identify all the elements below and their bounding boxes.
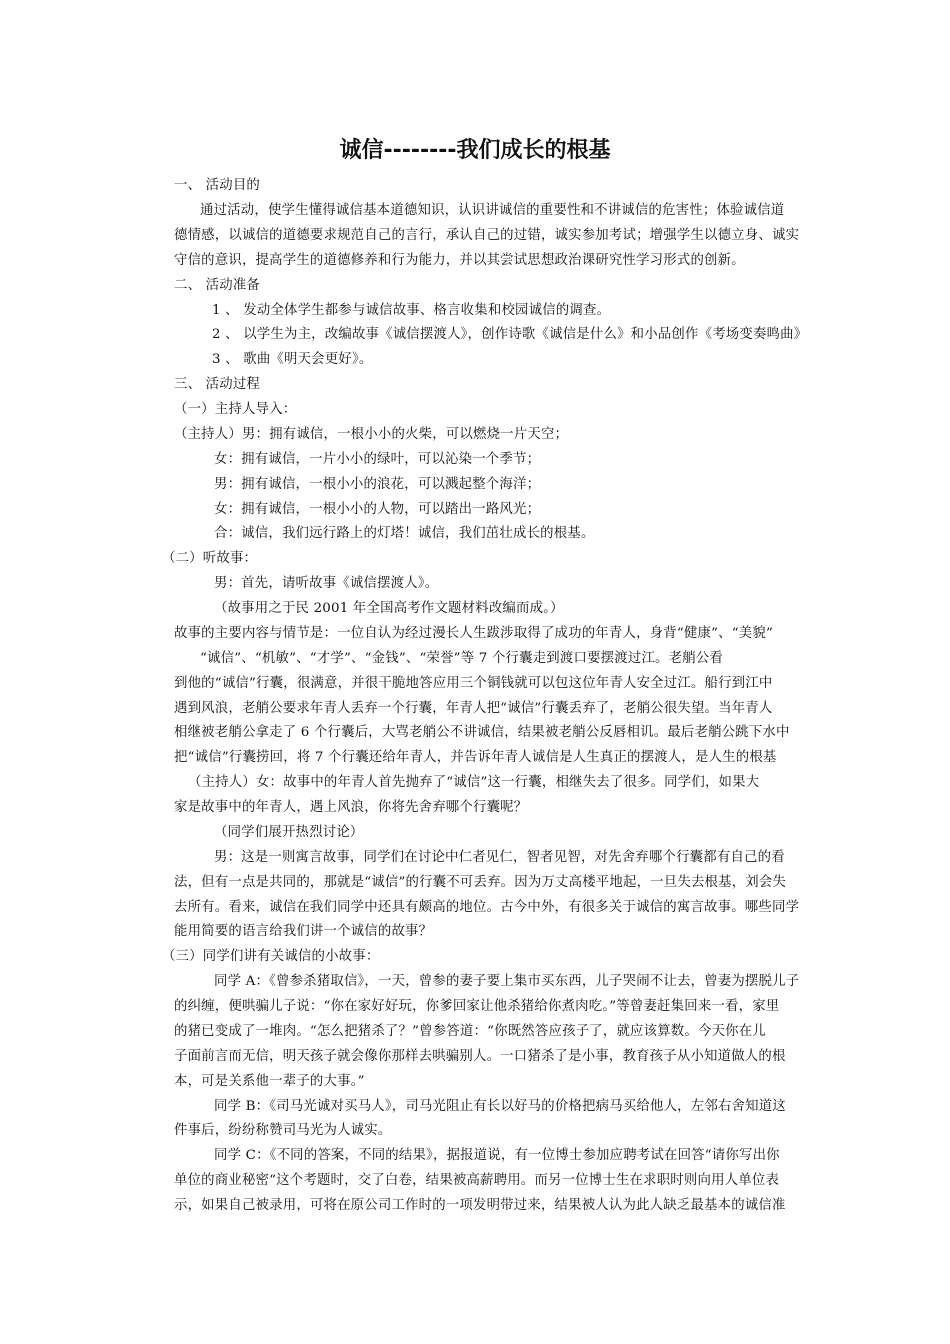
paragraph-line: 家是故事中的年青人，遇上风浪，你将先舍弃哪个行囊呢？ <box>174 800 528 815</box>
dialogue-line: 男：首先，请听故事《诚信摆渡人》。 <box>214 576 439 591</box>
paragraph-line: 的猪已变成了一堆肉。“怎么把猪杀了？”曾参答道：“你既然答应孩子了，就应该算数。今天你在儿 <box>174 1024 766 1039</box>
dialogue-line: 合：诚信，我们远行路上的灯塔！诚信，我们茁壮成长的根基。 <box>214 526 595 541</box>
section-heading: 三、 活动过程 <box>174 377 260 392</box>
list-item: 3 、 歌曲《明天会更好》。 <box>212 352 373 367</box>
dialogue-line: 男：拥有诚信，一根小小的浪花，可以溅起整个海洋； <box>214 477 541 492</box>
paragraph-line: 故事的主要内容与情节是：一位自认为经过漫长人生跋涉取得了成功的年青人，身背“健康”、“美貌” <box>174 626 773 641</box>
paragraph-line: （主持人）女：故事中的年青人首先抛弃了“诚信”这一行囊，相继失去了很多。同学们，如果大 <box>188 775 760 790</box>
note-line: （故事用之于民 2001 年全国高考作文题材料改编而成。） <box>214 601 564 616</box>
paragraph-line: 守信的意识，提高学生的道德修养和行为能力，并以其尝试思想政治课研究性学习形式的创新。 <box>174 253 745 268</box>
section-heading: 一、 活动目的 <box>174 178 260 193</box>
list-item: 2 、 以学生为主，改编故事《诚信摆渡人》，创作诗歌《诚信是什么》和小品创作《考场变奏鸣曲》 <box>212 327 808 342</box>
subsection-heading: （三）同学们讲有关诚信的小故事： <box>162 949 380 964</box>
dialogue-line: 女：拥有诚信，一根小小的人物，可以踏出一路风光； <box>214 502 541 517</box>
paragraph-line: 单位的商业秘密“这个考题时，交了白卷，结果被高薪聘用。而另一位博士生在求职时则向用人单位表 <box>174 1173 780 1188</box>
paragraph-line: 去所有。看来，诚信在我们同学中还具有颇高的地位。古今中外，有很多关于诚信的寓言故事。哪些同学 <box>174 900 800 915</box>
list-item: 1 、 发动全体学生都参与诚信故事、格言收集和校园诚信的调查。 <box>212 303 611 318</box>
paragraph-line: 德情感，以诚信的道德要求规范自己的言行，承认自己的过错，诚实参加考试；增强学生以德立身、诚实 <box>174 228 800 243</box>
paragraph-line: 示，如果自己被录用，可将在原公司工作时的一项发明带过来，结果被人认为此人缺乏最基本的诚信准 <box>174 1198 786 1213</box>
paragraph-line: 本，可是关系他一辈子的大事。” <box>174 1074 365 1089</box>
paragraph-line: 法，但有一点是共同的，那就是“诚信”的行囊不可丢弃。因为万丈高楼平地起，一旦失去根基，刘会失 <box>174 875 787 890</box>
paragraph-line: “诚信”、“机敏”、“才学”、“金钱”、“荣誉”等 7 个行囊走到渡口要摆渡过江。老艄公看 <box>200 651 723 666</box>
section-heading: 二、 活动准备 <box>174 278 260 293</box>
paragraph-line: 的纠缠，便哄骗儿子说：“你在家好好玩，你爹回家让他杀猪给你煮肉吃。”等曾妻赶集回来一看，家里 <box>174 999 780 1014</box>
paragraph-line: 同学 C：《不同的答案，不同的结果》，据报道说，有一位博士参加应聘考试在回答“请你写出你 <box>214 1148 780 1163</box>
note-line: （同学们展开热烈讨论） <box>214 825 364 840</box>
paragraph-line: 通过活动，使学生懂得诚信基本道德知识，认识讲诚信的重要性和不讲诚信的危害性；体验诚信道 <box>200 203 785 218</box>
paragraph-line: 遇到风浪，老艄公要求年青人丢弃一个行囊，年青人把“诚信”行囊丢弃了，老艄公很失望。当年青人 <box>174 701 773 716</box>
paragraph-line: 相继被老艄公拿走了 6 个行囊后，大骂老艄公不讲诚信，结果被老艄公反唇相讥。最后老艄公跳下水中 <box>174 725 790 740</box>
paragraph-line: 男：这是一则寓言故事，同学们在讨论中仁者见仁，智者见智，对先舍弃哪个行囊都有自己的看 <box>214 850 785 865</box>
page-title: 诚信--------我们成长的根基 <box>339 138 611 163</box>
paragraph-line: 同学 B：《司马光诚对买马人》，司马光阻止有长以好马的价格把病马买给他人，左邻右舍知道这 <box>214 1099 786 1114</box>
subsection-heading: （一）主持人导入： <box>174 402 297 417</box>
paragraph-line: 到他的“诚信”行囊，很满意，并很干脆地答应用三个铜钱就可以包这位年青人安全过江。船行到江中 <box>174 676 773 691</box>
paragraph-line: 子面前言而无信，明天孩子就会像你那样去哄骗别人。一口猪杀了是小事，教育孩子从小知道做人的根 <box>174 1049 786 1064</box>
subsection-heading: （二）听故事： <box>162 551 258 566</box>
paragraph-line: 把“诚信”行囊捞回，将 7 个行囊还给年青人，并告诉年青人诚信是人生真正的摆渡人，是人生的根基 <box>174 750 777 765</box>
paragraph-line: 能用简要的语言给我们讲一个诚信的故事？ <box>174 924 433 939</box>
dialogue-line: 女：拥有诚信，一片小小的绿叶，可以沁染一个季节； <box>214 452 541 467</box>
dialogue-line: （主持人）男：拥有诚信，一根小小的火柴，可以燃烧一片天空； <box>174 427 569 442</box>
paragraph-line: 同学 A：《曾参杀猪取信》，一天，曾参的妻子要上集市买东西，儿子哭闹不让去，曾妻为摆脱儿子 <box>214 974 800 989</box>
paragraph-line: 件事后，纷纷称赞司马光为人诚实。 <box>174 1123 392 1138</box>
